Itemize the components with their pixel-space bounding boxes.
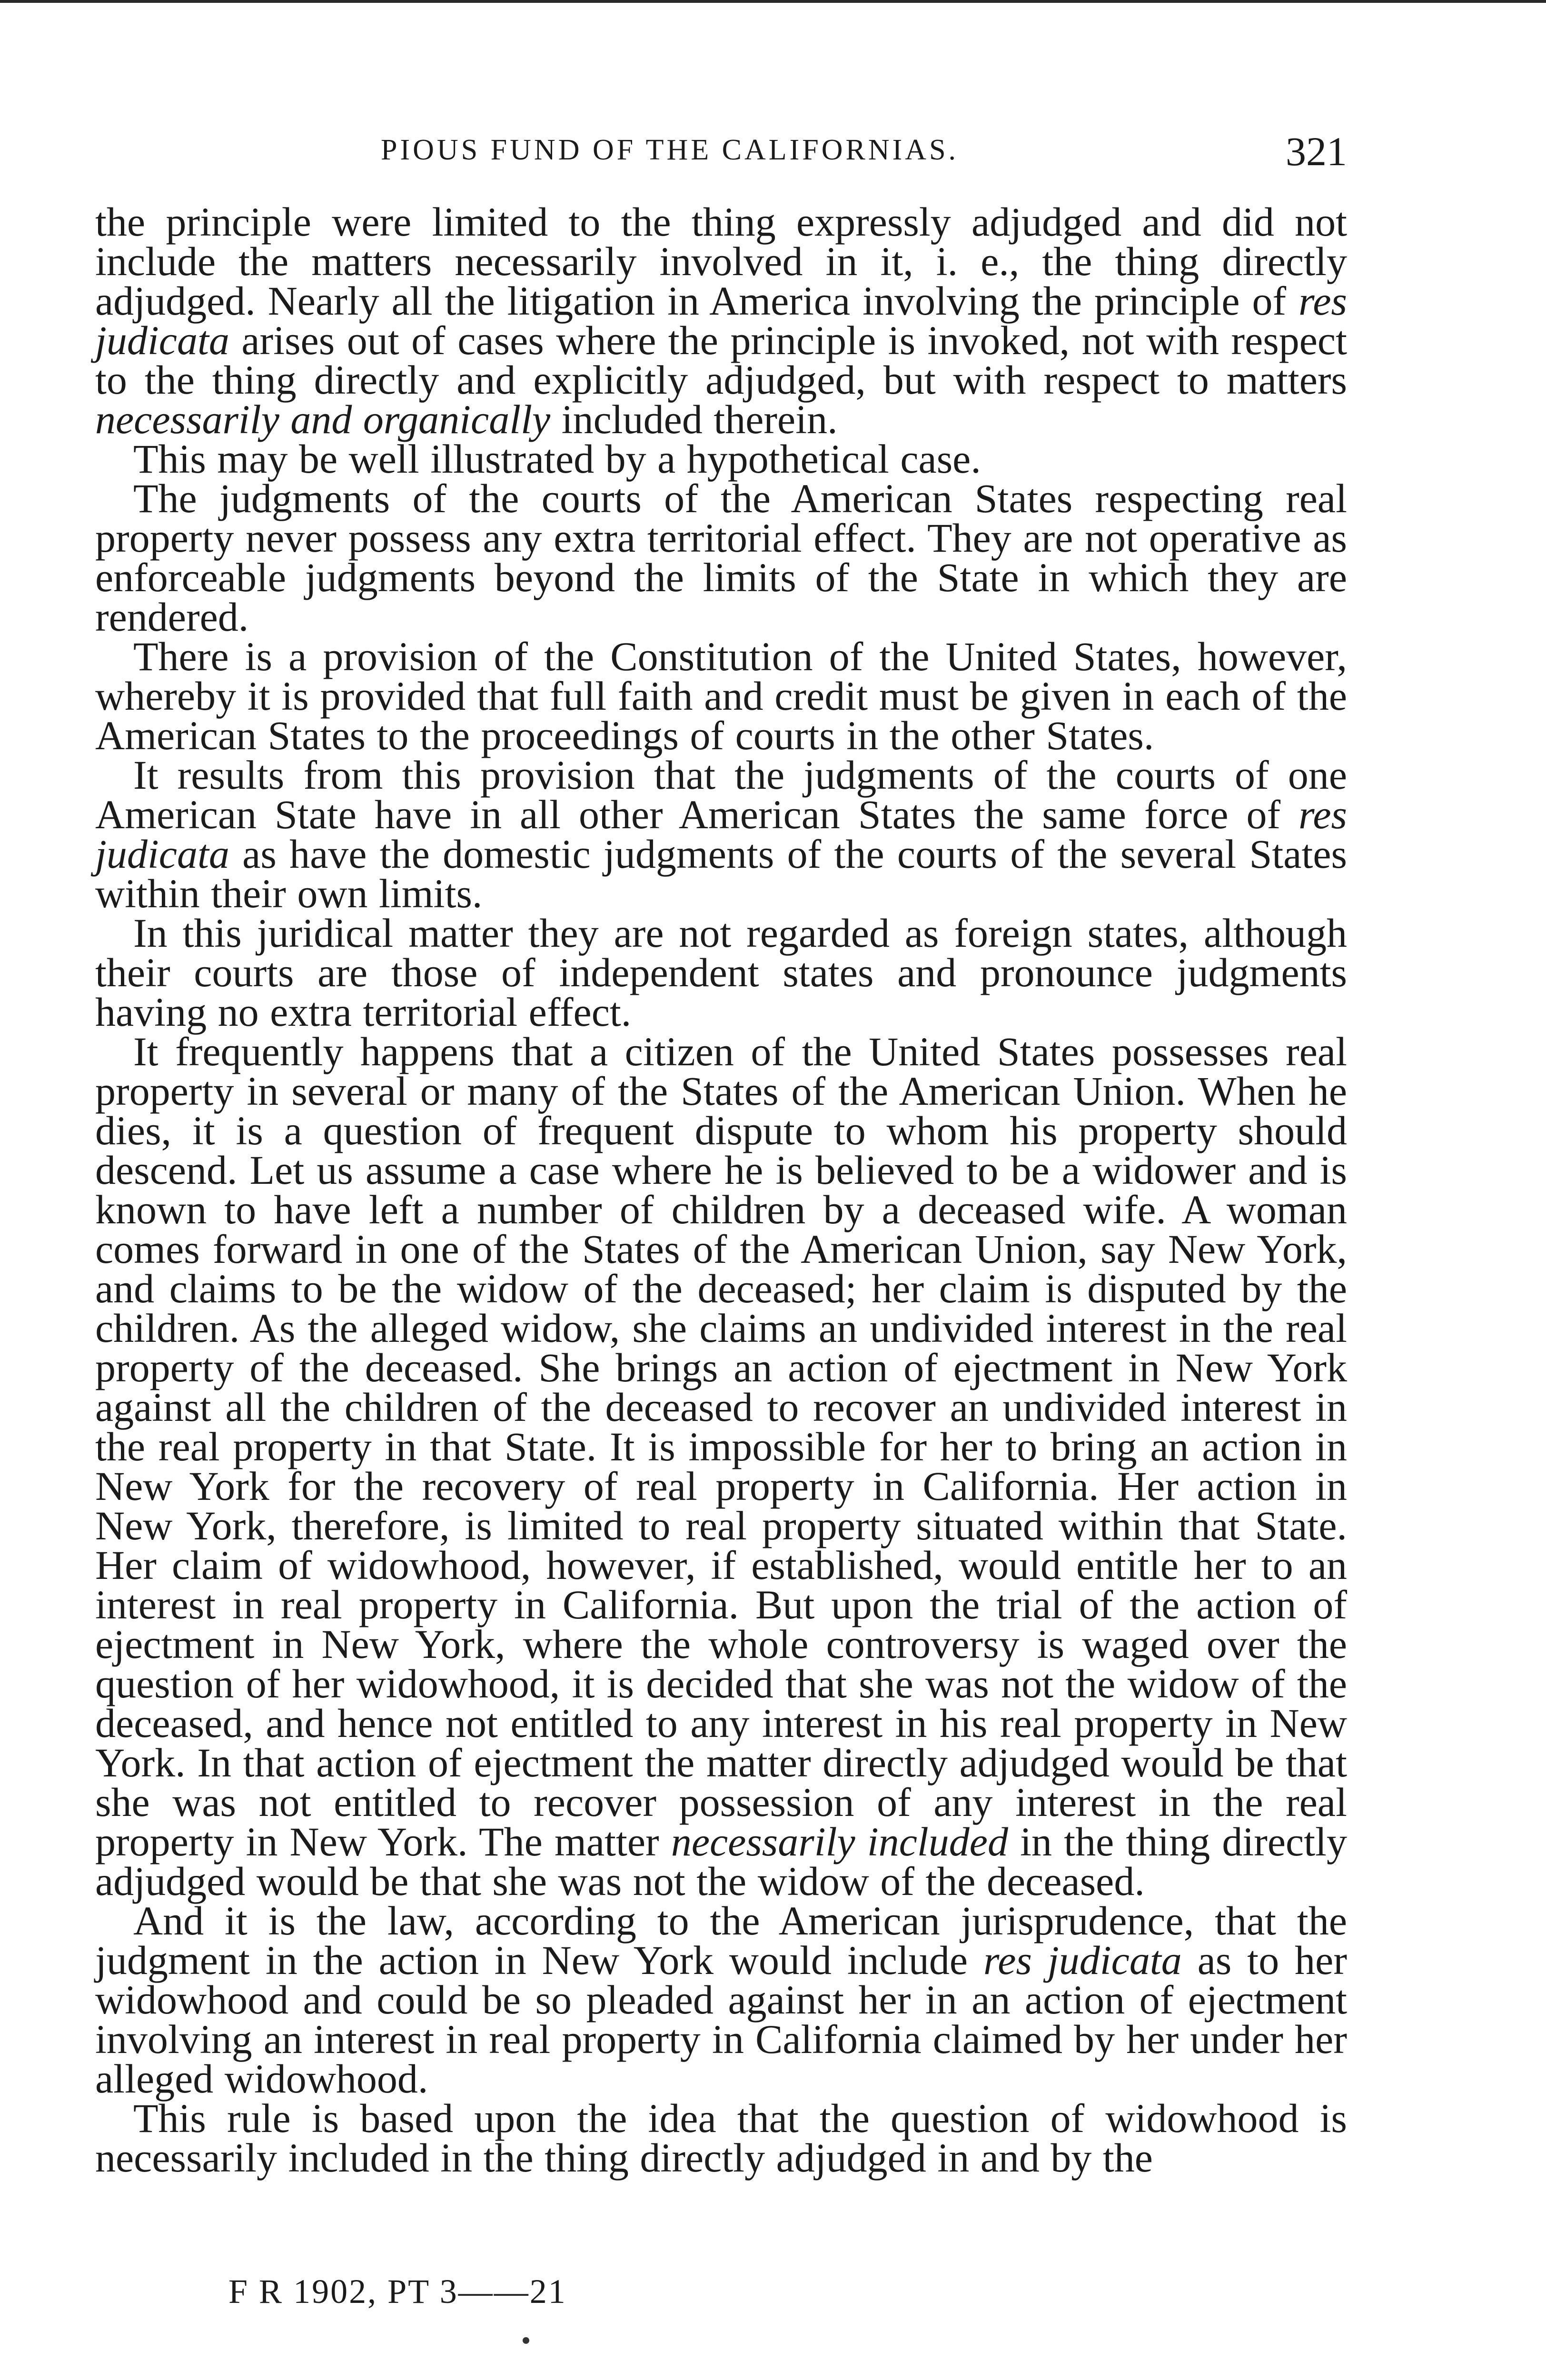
italic-term: res judicata xyxy=(983,1937,1182,1983)
running-header xyxy=(95,128,1347,175)
paragraph xyxy=(95,752,1347,916)
signature-mark: F R 1902, PT 3——21 xyxy=(228,2272,567,2311)
text-run: as have the domestic judgments of the courts of the several States within their own limits. xyxy=(95,831,1347,916)
italic-term: res judicata xyxy=(95,278,1347,363)
paragraph xyxy=(95,1029,1348,1904)
footer-dot xyxy=(523,2337,529,2344)
paragraph xyxy=(95,910,1347,1035)
page-number: 321 xyxy=(1286,129,1347,174)
text-run: the principle were limited to the thing expressly adjudged and did not include the matters necessarily involved in it, i. e., the thing directly adjudged. Nearly all the litigation in America involving the principle of xyxy=(95,199,1347,324)
italic-term: necessarily and organically xyxy=(95,397,551,442)
italic-term: res judicata xyxy=(95,792,1347,877)
paragraph xyxy=(95,199,1347,442)
body-text xyxy=(95,199,1348,2181)
text-run: The judgments of the courts of the American States respecting real property never possess any extra territorial effect. They are not operative as enforceable judgments beyond the limits of the State in which they are rendered. xyxy=(95,476,1347,640)
text-run: included therein. xyxy=(550,397,838,442)
text-run: There is a provision of the Constitution of the United States, however, whereby it is provided that full faith and credit must be given in each of the American States to the proceedings of courts in the other States. xyxy=(95,634,1347,758)
text-run: as to her widowhood and could be so pleaded against her in an action of ejectment involving an interest in real property in California claimed by her under her alleged widowhood. xyxy=(95,1937,1347,2102)
text-run: And it is the law, according to the American jurisprudence, that the judgment in the action in New York would include xyxy=(95,1898,1347,1983)
paragraph xyxy=(95,436,1347,482)
text-run: It frequently happens that a citizen of the United States possesses real property in several or many of the States of the American Union. When he dies, it is a question of frequent dispute to whom his property should descend. Let us assume a case where he is believed to be a widower and is known to have left a number of children by a deceased wife. A woman comes forward in one of the States of the American Union, say New York, and claims to be the widow of the deceased; her claim is disputed by the children. As the alleged widow, she claims an undivided interest in the real property of the deceased. She brings an action of ejectment in New York against all the children of the deceased to recover an undivided interest in the real property in that State. It is impossible for her to bring an action in New York for the recovery of real property in California. Her action in New York, therefore, is limited to real property situated within that State. Her claim of widowhood, however, if established, would entitle her to an interest in real property in California. But upon the trial of the action of ejectment in New York, where the whole controversy is waged over the question of her widowhood, it is decided that she was not the widow of the deceased, and hence not entitled to any interest in his real property in New York. In that action of ejectment the matter directly adjudged would be that she was not entitled to recover possession of any interest in the real property in New York. The matter xyxy=(95,1029,1347,1864)
text-run: in the thing directly adjudged would be that she was not the widow of the deceased. xyxy=(95,1819,1348,1904)
text-run: arises out of cases where the principle is invoked, not with respect to the thing directly and explicitly adjudged, but with respect to matters xyxy=(95,317,1347,403)
italic-term: necessarily included xyxy=(671,1819,1008,1864)
paragraph xyxy=(95,634,1347,758)
text-run: This rule is based upon the idea that the question of widowhood is necessarily included in the thing directly adjudged in and by the xyxy=(95,2095,1347,2181)
text-run: In this juridical matter they are not regarded as foreign states, although their courts are those of independent states and pronounce judgments having no extra territorial effect. xyxy=(95,910,1347,1035)
top-border-rule xyxy=(0,0,1546,3)
paragraph xyxy=(95,1898,1347,2102)
running-title: PIOUS FUND OF THE CALIFORNIAS. xyxy=(381,134,959,166)
paragraph xyxy=(95,2095,1347,2181)
paragraph xyxy=(95,476,1347,640)
text-run: It results from this provision that the judgments of the courts of one American State have in all other American States the same force of xyxy=(95,752,1347,837)
text-run: This may be well illustrated by a hypothetical case. xyxy=(133,436,981,482)
